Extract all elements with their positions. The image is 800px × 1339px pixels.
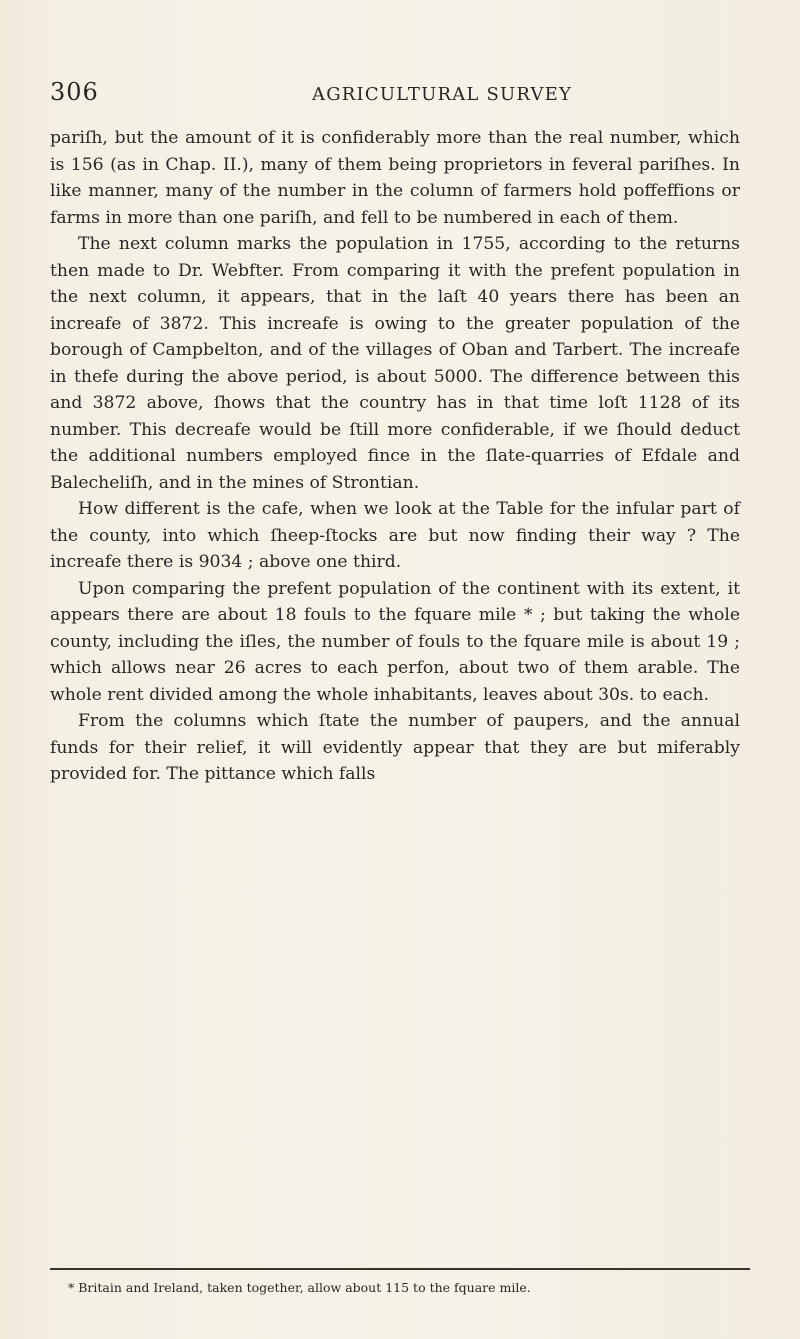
body-text bbox=[50, 125, 740, 788]
footnote-divider bbox=[50, 1268, 750, 1270]
running-title: AGRICULTURAL SURVEY bbox=[312, 84, 573, 105]
paragraph-continued: pariſh, but the amount of it is confiderably more than the real number, which is 156 (as in Chap. II.), many of them being proprietors in feveral pariſhes. In like manner, many of the number in the column of farmers hold poffeffions or farms in more than one pariſh, and fell to be numbered in each of them. bbox=[50, 128, 740, 228]
page-header bbox=[50, 78, 740, 118]
paragraph-paupers: From the columns which ſtate the number of paupers, and the annual funds for their relief, it will evidently appear that they are but miferably provided for. The pittance which falls bbox=[50, 711, 740, 784]
paragraph-insular: How different is the cafe, when we look at the Table for the infular part of the county, into which ſheep-ſtocks are but now finding their way ? The increafe there is 9034 ; above one third. bbox=[50, 499, 740, 572]
footnote: * Britain and Ireland, taken together, allow about 115 to the fquare mile. bbox=[68, 1280, 531, 1295]
paragraph-density: Upon comparing the prefent population of the continent with its extent, it appears there are about 18 fouls to the fquare mile * ; but taking the whole county, including the iſles, the number of fouls to the fquare mile is about 19 ; which allows near 26 acres to each perfon, about two of them arable. The whole rent divided among the whole inhabitants, leaves about 30s. to each. bbox=[50, 578, 740, 705]
page-number: 306 bbox=[50, 78, 99, 106]
paragraph-population: The next column marks the population in 1755, according to the returns then made to Dr. Webfter. From comparing it with the prefent population in the next column, it appears, that in the laſt 40 years there has been an increafe of 3872. This increafe is owing to the greater population of the borough of Campbelton, and of the villages of Oban and Tarbert. The increafe in thefe during the above period, is about 5000. The difference between this and 3872 above, ſhows that the country has in that time loſt 1128 of its number. This decreafe would be ſtill more confiderable, if we ſhould deduct the additional numbers employed fince in the ſlate-quarries of Efdale and Balecheliſh, and in the mines of Strontian. bbox=[50, 234, 740, 493]
